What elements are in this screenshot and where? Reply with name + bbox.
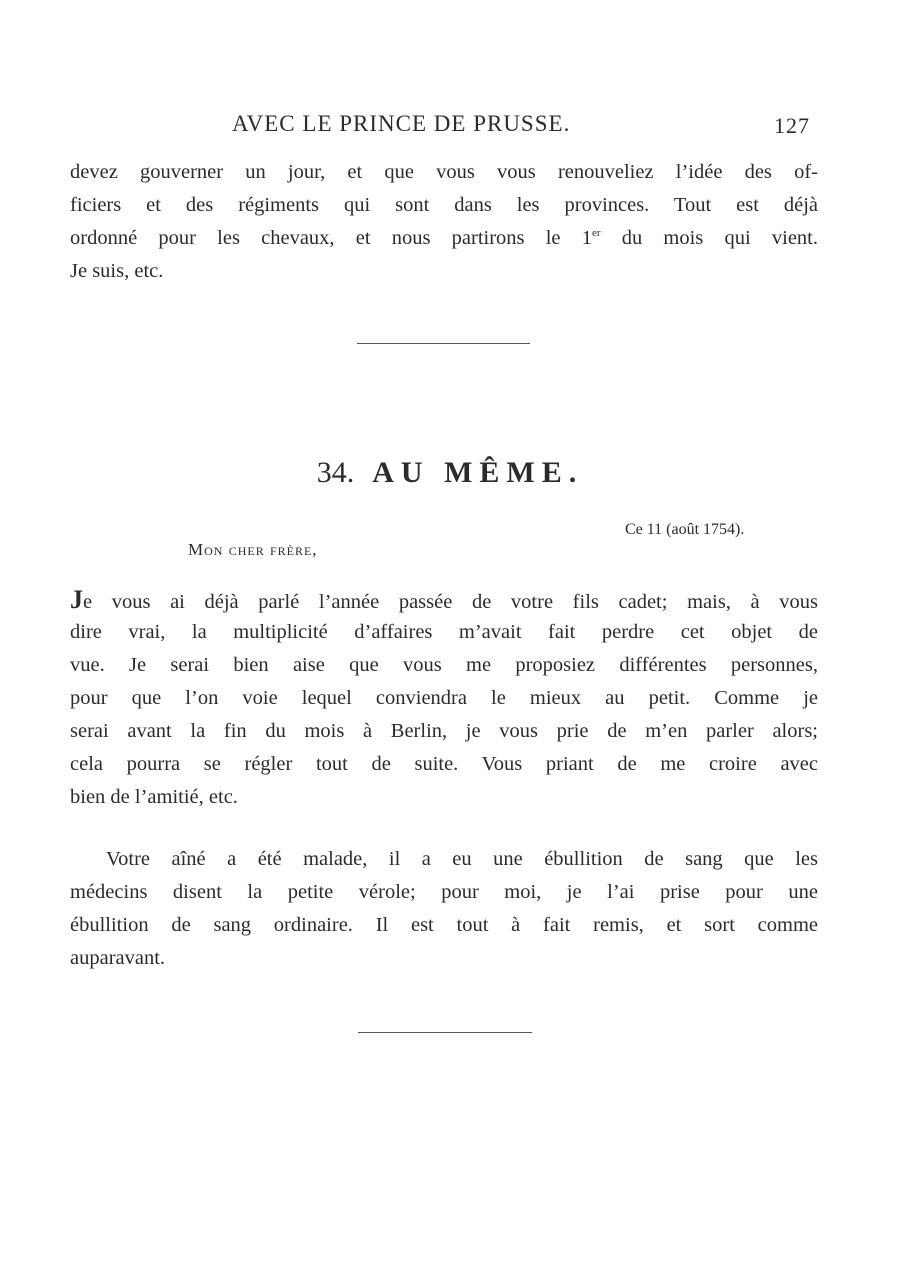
text-line [70, 222, 818, 255]
letter-heading: AU MÊME. [372, 456, 584, 489]
paragraph-2 [70, 843, 818, 975]
text-line: ficiers et des régiments qui sont dans les provinces. Tout est déjà [70, 194, 818, 216]
text-line [70, 583, 818, 616]
letter-title [0, 456, 900, 490]
text-line: vue. Je serai bien aise que vous me proposiez différentes personnes, [70, 654, 818, 676]
text-line: devez gouverner un jour, et que vous vous renouveliez l’idée des of- [70, 161, 818, 183]
previous-letter-ending [70, 156, 818, 288]
text-line: auparavant. [70, 947, 166, 969]
superscript: er [591, 227, 601, 240]
letter-date: Ce 11 (août 1754). [625, 521, 745, 538]
text-line: médecins disent la petite vérole; pour moi, je l’ai prise pour une [70, 881, 818, 903]
text-line: serai avant la fin du mois à Berlin, je vous prie de m’en parler alors; [70, 720, 818, 742]
letter-number: 34. [316, 456, 355, 489]
text-line: Votre aîné a été malade, il a eu une ébullition de sang que les [106, 848, 818, 870]
salutation: Mon cher frère, [188, 540, 318, 559]
text-line: bien de l’amitié, etc. [70, 786, 238, 808]
section-divider [357, 343, 530, 344]
text-fragment: e vous ai déjà parlé l’année passée de votre fils cadet; mais, à vous [83, 591, 818, 613]
text-line: pour que l’on voie lequel conviendra le mieux au petit. Comme je [70, 687, 818, 709]
text-line: cela pourra se régler tout de suite. Vous priant de me croire avec [70, 753, 818, 775]
text-fragment: du mois qui vient. [600, 227, 818, 249]
page-number: 127 [774, 113, 810, 138]
paragraph-1 [70, 583, 818, 814]
text-line: dire vrai, la multiplicité d’affaires m’avait fait perdre cet objet de [70, 621, 818, 643]
running-head: AVEC LE PRINCE DE PRUSSE. [232, 111, 571, 136]
text-fragment: ordonné pour les chevaux, et nous partirons le 1 [70, 227, 592, 249]
drop-cap: J [70, 585, 83, 614]
section-divider [358, 1032, 532, 1033]
text-line: Je suis, etc. [70, 260, 164, 282]
text-line: ébullition de sang ordinaire. Il est tout à fait remis, et sort comme [70, 914, 818, 936]
